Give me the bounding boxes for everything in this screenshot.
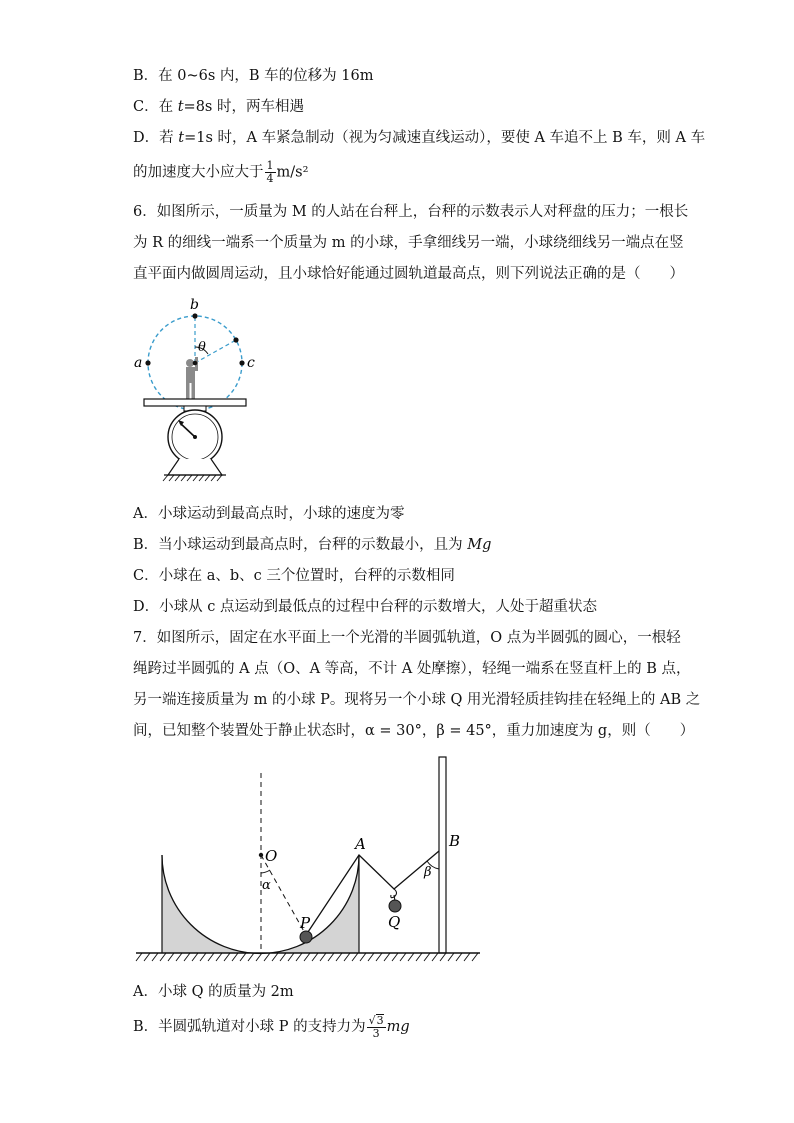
- q5-unit: m/s²: [276, 164, 309, 181]
- q7-hook: [391, 889, 397, 898]
- q5-fraction-numerator: 1: [266, 159, 274, 172]
- q7-vertical-pole: [439, 757, 446, 953]
- q5-option-d-prefix: D．若: [133, 130, 179, 146]
- q5-option-c-var: t: [177, 99, 184, 115]
- q7-ball-p: [300, 931, 312, 943]
- q5-fraction: [265, 160, 276, 185]
- q7-option-b-var: mg: [386, 1019, 410, 1035]
- q7-rope: [306, 851, 439, 935]
- q6-ball-theta: [233, 337, 238, 342]
- q7-sqrt-radicand: 3: [376, 1014, 384, 1027]
- q6-option-a: A．小球运动到最高点时，小球的速度为零: [133, 506, 405, 522]
- q7-stem-line2: 绳跨过半圆弧的 A 点（O、A 等高，不计 A 处摩擦），轻绳一端系在竖直杆上的 B 点，: [133, 661, 691, 677]
- q7-option-b: [133, 1014, 410, 1040]
- q7-stem-line4: 间，已知整个装置处于静止状态时，α = 30°，β = 45°，重力加速度为 g，则（ ）: [133, 723, 695, 739]
- q6-person-leg-right: [192, 383, 196, 399]
- q7-ball-q: [389, 900, 401, 912]
- q7-option-a: A．小球 Q 的质量为 2m: [133, 984, 294, 1000]
- q6-option-b-var: Mg: [467, 537, 492, 553]
- q6-ball-a: [145, 360, 150, 365]
- q6-label-a: a: [134, 355, 143, 371]
- q7-center-o: [259, 853, 263, 857]
- q6-option-b: [133, 535, 491, 555]
- q7-fraction-denominator: 3: [372, 1027, 380, 1040]
- q7-option-b-text: B．半圆弧轨道对小球 P 的支持力为: [133, 1019, 366, 1035]
- q7-label-beta: β: [424, 865, 432, 880]
- q6-figure: [130, 295, 260, 490]
- q5-option-c: [133, 97, 304, 117]
- q5-fraction-denominator: 4: [266, 172, 274, 185]
- q6-person-leg-left: [186, 383, 190, 399]
- q6-scale-dial-center: [193, 435, 197, 439]
- q7-fraction-numerator: √3: [368, 1014, 384, 1027]
- q7-label-alpha: α: [262, 878, 271, 893]
- q5-option-d-suffix: =1s 时，A 车紧急制动（视为匀减速直线运动），要使 A 车追不上 B 车，则 A 车: [184, 130, 706, 146]
- q6-hand-pivot: [193, 361, 198, 366]
- q7-figure: [130, 755, 490, 970]
- q7-stem-line3: 另一端连接质量为 m 的小球 P。现将另一个小球 Q 用光滑轻质挂钩挂在轻绳上的 AB 之: [133, 692, 701, 708]
- q7-fraction: [367, 1014, 386, 1040]
- q6-label-c: c: [247, 355, 255, 371]
- q6-label-theta: θ: [198, 340, 206, 355]
- q7-stem-line1: 7．如图所示，固定在水平面上一个光滑的半圆弧轨道，O 点为半圆弧的圆心，一根轻: [133, 630, 681, 646]
- q6-stem-line1: 6．如图所示，一质量为 M 的人站在台秤上，台秤的示数表示人对秤盘的压力；一根长: [133, 204, 689, 220]
- q5-option-c-prefix: C．在: [133, 99, 178, 115]
- q6-option-b-text: B．当小球运动到最高点时，台秤的示数最小，且为: [133, 537, 468, 553]
- q7-angle-alpha-arc: [261, 870, 270, 873]
- q6-stem-line2: 为 R 的细线一端系一个质量为 m 的小球，手拿细线另一端，小球绕细线另一端点在竖: [133, 235, 684, 251]
- q5-option-d-var: t: [178, 130, 185, 146]
- q5-option-d: [133, 128, 705, 148]
- q6-stem-line3: 直平面内做圆周运动，且小球恰好能通过圆轨道最高点，则下列说法正确的是（ ）: [133, 266, 684, 282]
- q6-label-b: b: [190, 297, 199, 313]
- q6-scale-base: [168, 459, 222, 475]
- q7-ground-hatch: [136, 953, 478, 961]
- q6-scale-pan: [144, 399, 246, 406]
- q7-label-o: O: [265, 847, 278, 865]
- q6-ground-hatch: [163, 475, 222, 481]
- q7-label-q: Q: [388, 913, 401, 931]
- q7-label-p: P: [300, 914, 311, 932]
- q6-ball-c: [239, 360, 244, 365]
- q6-ball-b: [192, 313, 197, 318]
- q6-option-c: C．小球在 a、b、c 三个位置时，台秤的示数相同: [133, 568, 455, 584]
- q5-option-d-line2-text: 的加速度大小应大于: [133, 164, 264, 181]
- q6-person-body: [186, 367, 195, 383]
- q5-option-d-line2: [133, 160, 308, 185]
- q7-label-b: B: [449, 832, 461, 850]
- q7-label-a: A: [355, 835, 366, 853]
- q5-option-c-suffix: =8s 时，两车相遇: [183, 99, 304, 115]
- q5-option-b: B．在 0~6s 内，B 车的位移为 16m: [133, 68, 374, 84]
- q6-option-d: D．小球从 c 点运动到最低点的过程中台秤的示数增大，人处于超重状态: [133, 599, 597, 615]
